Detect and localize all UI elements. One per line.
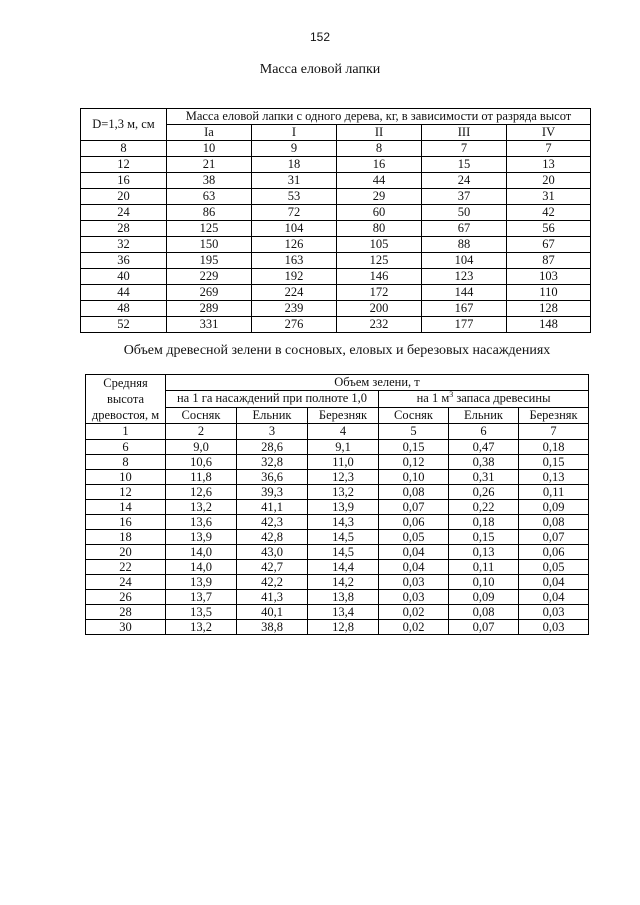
volume-cell: 13,8 xyxy=(308,590,379,605)
volume-cell: 11,0 xyxy=(308,455,379,470)
table2-group1-header: на 1 га насаждений при полноте 1,0 xyxy=(166,391,379,407)
mass-cell: 105 xyxy=(337,237,422,253)
volume-cell: 0,22 xyxy=(449,500,519,515)
species-header: Сосняк xyxy=(166,407,237,423)
mass-cell: 60 xyxy=(337,205,422,221)
diameter-cell: 36 xyxy=(81,253,167,269)
mass-cell: 8 xyxy=(337,141,422,157)
mass-cell: 103 xyxy=(507,269,591,285)
mass-cell: 80 xyxy=(337,221,422,237)
volume-cell: 0,03 xyxy=(379,590,449,605)
mass-cell: 31 xyxy=(507,189,591,205)
mass-cell: 289 xyxy=(167,301,252,317)
mass-cell: 146 xyxy=(337,269,422,285)
volume-cell: 9,0 xyxy=(166,440,237,455)
mass-cell: 110 xyxy=(507,285,591,301)
mass-cell: 16 xyxy=(337,157,422,173)
mass-cell: 87 xyxy=(507,253,591,269)
volume-cell: 0,31 xyxy=(449,470,519,485)
table1-column-header: III xyxy=(422,125,507,141)
mass-cell: 192 xyxy=(252,269,337,285)
height-cell: 16 xyxy=(86,515,166,530)
mass-cell: 13 xyxy=(507,157,591,173)
mass-cell: 31 xyxy=(252,173,337,189)
group2-sup: 3 xyxy=(449,390,454,400)
column-number: 3 xyxy=(237,424,308,440)
height-cell: 6 xyxy=(86,440,166,455)
mass-cell: 24 xyxy=(422,173,507,189)
mass-cell: 125 xyxy=(167,221,252,237)
volume-cell: 12,6 xyxy=(166,485,237,500)
height-cell: 30 xyxy=(86,620,166,635)
height-cell: 14 xyxy=(86,500,166,515)
height-cell: 12 xyxy=(86,485,166,500)
height-cell: 10 xyxy=(86,470,166,485)
mass-cell: 67 xyxy=(507,237,591,253)
mass-cell: 86 xyxy=(167,205,252,221)
volume-cell: 0,10 xyxy=(449,575,519,590)
volume-cell: 0,05 xyxy=(519,560,589,575)
diameter-cell: 28 xyxy=(81,221,167,237)
table-row xyxy=(81,221,591,237)
mass-cell: 20 xyxy=(507,173,591,189)
table1-title: Масса еловой лапки xyxy=(259,62,381,77)
diameter-cell: 20 xyxy=(81,189,167,205)
volume-cell: 0,13 xyxy=(519,470,589,485)
mass-cell: 7 xyxy=(507,141,591,157)
volume-cell: 28,6 xyxy=(237,440,308,455)
volume-cell: 41,1 xyxy=(237,500,308,515)
mass-cell: 53 xyxy=(252,189,337,205)
table-row xyxy=(81,269,591,285)
table-row xyxy=(81,173,591,189)
volume-cell: 39,3 xyxy=(237,485,308,500)
column-number: 5 xyxy=(379,424,449,440)
species-header: Сосняк xyxy=(379,407,449,423)
volume-cell: 0,15 xyxy=(449,530,519,545)
mass-cell: 177 xyxy=(422,317,507,333)
mass-cell: 239 xyxy=(252,301,337,317)
table2-row-header xyxy=(86,375,166,424)
height-cell: 24 xyxy=(86,575,166,590)
volume-cell: 0,07 xyxy=(379,500,449,515)
diameter-cell: 48 xyxy=(81,301,167,317)
diameter-cell: 8 xyxy=(81,141,167,157)
mass-cell: 10 xyxy=(167,141,252,157)
mass-cell: 88 xyxy=(422,237,507,253)
volume-cell: 0,15 xyxy=(379,440,449,455)
table-row xyxy=(81,285,591,301)
table-row xyxy=(86,590,589,605)
table2-row-header-line3: древостоя, м xyxy=(91,408,160,422)
mass-cell: 15 xyxy=(422,157,507,173)
greenery-volume-table xyxy=(85,374,589,635)
volume-cell: 43,0 xyxy=(237,545,308,560)
volume-cell: 13,9 xyxy=(166,530,237,545)
diameter-cell: 44 xyxy=(81,285,167,301)
mass-cell: 125 xyxy=(337,253,422,269)
diameter-cell: 24 xyxy=(81,205,167,221)
mass-cell: 44 xyxy=(337,173,422,189)
volume-cell: 14,3 xyxy=(308,515,379,530)
volume-cell: 0,08 xyxy=(379,485,449,500)
volume-cell: 0,38 xyxy=(449,455,519,470)
table-row xyxy=(86,470,589,485)
volume-cell: 0,08 xyxy=(449,605,519,620)
mass-cell: 9 xyxy=(252,141,337,157)
table1-group-header: Масса еловой лапки с одного дерева, кг, в зависимости от разряда высот xyxy=(167,109,591,125)
diameter-cell: 16 xyxy=(81,173,167,189)
height-cell: 28 xyxy=(86,605,166,620)
volume-cell: 0,11 xyxy=(449,560,519,575)
volume-cell: 9,1 xyxy=(308,440,379,455)
mass-cell: 126 xyxy=(252,237,337,253)
volume-cell: 42,8 xyxy=(237,530,308,545)
table-row xyxy=(86,545,589,560)
volume-cell: 0,04 xyxy=(519,590,589,605)
table-row xyxy=(81,237,591,253)
mass-cell: 195 xyxy=(167,253,252,269)
table2-title: Объем древесной зелени в сосновых, еловых и березовых насаждениях xyxy=(123,343,551,358)
table1-row-header: D=1,3 м, см xyxy=(81,109,167,141)
volume-cell: 0,13 xyxy=(449,545,519,560)
height-cell: 20 xyxy=(86,545,166,560)
volume-cell: 0,08 xyxy=(519,515,589,530)
mass-cell: 224 xyxy=(252,285,337,301)
table-row xyxy=(86,515,589,530)
page-number: 152 xyxy=(309,30,331,44)
mass-cell: 29 xyxy=(337,189,422,205)
volume-cell: 42,2 xyxy=(237,575,308,590)
volume-cell: 0,18 xyxy=(519,440,589,455)
mass-cell: 163 xyxy=(252,253,337,269)
volume-cell: 11,8 xyxy=(166,470,237,485)
height-cell: 22 xyxy=(86,560,166,575)
volume-cell: 42,7 xyxy=(237,560,308,575)
table-row xyxy=(86,575,589,590)
mass-cell: 67 xyxy=(422,221,507,237)
table-row xyxy=(86,500,589,515)
volume-cell: 14,0 xyxy=(166,545,237,560)
mass-cell: 200 xyxy=(337,301,422,317)
volume-cell: 0,06 xyxy=(379,515,449,530)
volume-cell: 14,5 xyxy=(308,530,379,545)
mass-cell: 128 xyxy=(507,301,591,317)
volume-cell: 13,9 xyxy=(308,500,379,515)
diameter-cell: 32 xyxy=(81,237,167,253)
volume-cell: 12,8 xyxy=(308,620,379,635)
volume-cell: 13,2 xyxy=(308,485,379,500)
mass-cell: 123 xyxy=(422,269,507,285)
mass-cell: 38 xyxy=(167,173,252,189)
diameter-cell: 12 xyxy=(81,157,167,173)
volume-cell: 0,10 xyxy=(379,470,449,485)
table-row xyxy=(81,317,591,333)
table-row xyxy=(81,205,591,221)
table-row xyxy=(86,455,589,470)
table-row xyxy=(86,560,589,575)
volume-cell: 40,1 xyxy=(237,605,308,620)
mass-cell: 148 xyxy=(507,317,591,333)
table-row xyxy=(81,157,591,173)
table2-row-header-line1: Средняя xyxy=(103,376,148,390)
table-row xyxy=(81,253,591,269)
species-header: Ельник xyxy=(449,407,519,423)
table-row xyxy=(81,141,591,157)
volume-cell: 14,4 xyxy=(308,560,379,575)
volume-cell: 0,05 xyxy=(379,530,449,545)
volume-cell: 14,5 xyxy=(308,545,379,560)
volume-cell: 13,9 xyxy=(166,575,237,590)
volume-cell: 12,3 xyxy=(308,470,379,485)
table1-column-header: I xyxy=(252,125,337,141)
column-number: 6 xyxy=(449,424,519,440)
volume-cell: 0,02 xyxy=(379,605,449,620)
table-row xyxy=(86,440,589,455)
table2-row-header-line2: высота xyxy=(106,392,145,406)
column-number: 2 xyxy=(166,424,237,440)
species-header: Ельник xyxy=(237,407,308,423)
diameter-cell: 40 xyxy=(81,269,167,285)
volume-cell: 0,04 xyxy=(379,545,449,560)
volume-cell: 14,0 xyxy=(166,560,237,575)
mass-cell: 104 xyxy=(422,253,507,269)
mass-cell: 37 xyxy=(422,189,507,205)
volume-cell: 0,18 xyxy=(449,515,519,530)
spruce-branch-mass-table xyxy=(80,108,591,333)
table-row xyxy=(86,485,589,500)
column-number: 1 xyxy=(86,424,166,440)
mass-cell: 42 xyxy=(507,205,591,221)
table1-column-header: Ia xyxy=(167,125,252,141)
volume-cell: 0,02 xyxy=(379,620,449,635)
volume-cell: 10,6 xyxy=(166,455,237,470)
volume-cell: 41,3 xyxy=(237,590,308,605)
volume-cell: 0,47 xyxy=(449,440,519,455)
volume-cell: 0,09 xyxy=(449,590,519,605)
table-row xyxy=(86,605,589,620)
volume-cell: 14,2 xyxy=(308,575,379,590)
height-cell: 26 xyxy=(86,590,166,605)
height-cell: 8 xyxy=(86,455,166,470)
mass-cell: 63 xyxy=(167,189,252,205)
table-row xyxy=(86,530,589,545)
mass-cell: 167 xyxy=(422,301,507,317)
mass-cell: 232 xyxy=(337,317,422,333)
table2-group2-header xyxy=(379,391,589,407)
volume-cell: 0,07 xyxy=(519,530,589,545)
species-header: Березняк xyxy=(308,407,379,423)
mass-cell: 144 xyxy=(422,285,507,301)
mass-cell: 72 xyxy=(252,205,337,221)
mass-cell: 229 xyxy=(167,269,252,285)
diameter-cell: 52 xyxy=(81,317,167,333)
volume-cell: 42,3 xyxy=(237,515,308,530)
volume-cell: 0,03 xyxy=(379,575,449,590)
volume-cell: 0,07 xyxy=(449,620,519,635)
mass-cell: 150 xyxy=(167,237,252,253)
height-cell: 18 xyxy=(86,530,166,545)
volume-cell: 13,4 xyxy=(308,605,379,620)
volume-cell: 0,15 xyxy=(519,455,589,470)
volume-cell: 13,7 xyxy=(166,590,237,605)
mass-cell: 50 xyxy=(422,205,507,221)
group2-prefix: на 1 м xyxy=(416,391,450,406)
mass-cell: 18 xyxy=(252,157,337,173)
volume-cell: 0,09 xyxy=(519,500,589,515)
volume-cell: 32,8 xyxy=(237,455,308,470)
volume-cell: 0,04 xyxy=(519,575,589,590)
table2-top-header: Объем зелени, т xyxy=(166,375,589,391)
table-row xyxy=(81,301,591,317)
volume-cell: 0,26 xyxy=(449,485,519,500)
volume-cell: 13,6 xyxy=(166,515,237,530)
mass-cell: 269 xyxy=(167,285,252,301)
table1-column-header: IV xyxy=(507,125,591,141)
volume-cell: 0,12 xyxy=(379,455,449,470)
mass-cell: 21 xyxy=(167,157,252,173)
mass-cell: 331 xyxy=(167,317,252,333)
table-row xyxy=(81,189,591,205)
volume-cell: 36,6 xyxy=(237,470,308,485)
table1-column-header: II xyxy=(337,125,422,141)
volume-cell: 13,2 xyxy=(166,620,237,635)
table-row xyxy=(86,620,589,635)
volume-cell: 0,11 xyxy=(519,485,589,500)
column-number: 4 xyxy=(308,424,379,440)
mass-cell: 172 xyxy=(337,285,422,301)
volume-cell: 13,5 xyxy=(166,605,237,620)
group2-suffix: запаса древесины xyxy=(453,391,551,406)
column-number: 7 xyxy=(519,424,589,440)
volume-cell: 0,04 xyxy=(379,560,449,575)
mass-cell: 276 xyxy=(252,317,337,333)
volume-cell: 13,2 xyxy=(166,500,237,515)
mass-cell: 7 xyxy=(422,141,507,157)
volume-cell: 0,06 xyxy=(519,545,589,560)
volume-cell: 38,8 xyxy=(237,620,308,635)
mass-cell: 104 xyxy=(252,221,337,237)
species-header: Березняк xyxy=(519,407,589,423)
mass-cell: 56 xyxy=(507,221,591,237)
volume-cell: 0,03 xyxy=(519,620,589,635)
volume-cell: 0,03 xyxy=(519,605,589,620)
